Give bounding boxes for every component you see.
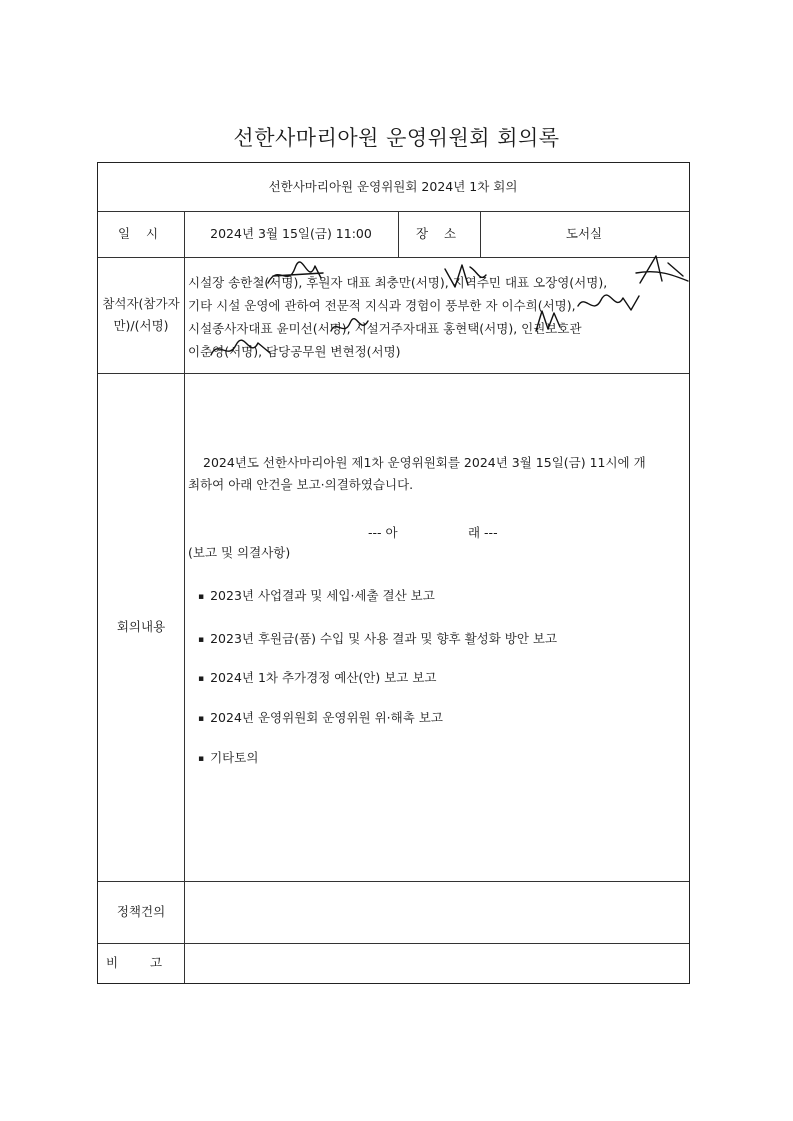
content-label: 회의내용 <box>116 619 166 635</box>
agenda-item: ▪ 2024년 1차 추가경정 예산(안) 보고 보고 <box>198 668 703 686</box>
date-value: 2024년 3월 15일(금) 11:00 <box>210 226 372 242</box>
column-divider <box>184 211 185 983</box>
row-divider <box>98 943 689 944</box>
intro-text: 2024년도 선한사마리아원 제1차 운영위원회를 2024년 3월 15일(금) 11시에 개 <box>203 455 646 470</box>
agenda-item: ▪ 기타토의 <box>198 748 703 766</box>
attendees-line: 기타 시설 운영에 관하여 전문적 지식과 경험이 풍부한 자 이수희(서명), <box>188 298 576 313</box>
attendees-label-line: 만)/(서명) <box>113 318 169 333</box>
row-divider <box>98 881 689 882</box>
row-divider <box>98 373 689 374</box>
agenda-item: ▪ 2023년 사업결과 및 세입·세출 결산 보고 <box>198 586 703 604</box>
signature-mark <box>263 258 333 293</box>
signature-mark <box>573 288 643 318</box>
agenda-item: ▪ 2024년 운영위원회 운영위원 위·해촉 보고 <box>198 708 703 726</box>
intro-text: 최하여 아래 안건을 보고·의결하였습니다. <box>188 477 414 492</box>
notice-marker: --- 아 <box>368 525 398 540</box>
signature-mark <box>326 311 376 341</box>
signature-mark <box>440 257 490 292</box>
signature-mark <box>528 303 573 338</box>
notice-marker: 래 --- <box>468 525 498 540</box>
place-value: 도서실 <box>565 226 603 242</box>
attendees-line: 이춘영(서명), 담당공무원 변현정(서명) <box>188 344 401 359</box>
section-heading: (보고 및 의결사항) <box>188 545 291 560</box>
agenda-item: ▪ 2023년 후원금(품) 수입 및 사용 결과 및 향후 활성화 방안 보고 <box>198 629 703 647</box>
minutes-form <box>97 162 690 984</box>
place-label: 장 소 <box>415 226 463 242</box>
date-label: 일 시 <box>117 226 165 242</box>
signature-mark <box>628 251 693 291</box>
signature-mark <box>206 333 276 365</box>
attendees-label <box>98 257 184 373</box>
attendees-line: 시설종사자대표 윤미선(서명), 시설거주자대표 홍현택(서명), 인권보호관 <box>188 321 582 336</box>
policy-label: 정책건의 <box>116 904 166 920</box>
attendees-label-line: 참석자(참가자 <box>102 296 180 312</box>
meeting-name: 선한사마리아원 운영위원회 2024년 1차 회의 <box>268 179 518 195</box>
row-divider <box>98 257 689 258</box>
attendees-line: 시설장 송한철(서명), 후원자 대표 최충만(서명), 지역주민 대표 오장영(서명), <box>188 275 608 290</box>
remarks-label: 비 고 <box>105 955 177 971</box>
document-title: 선한사마리아원 운영위원회 회의록 <box>233 126 560 150</box>
